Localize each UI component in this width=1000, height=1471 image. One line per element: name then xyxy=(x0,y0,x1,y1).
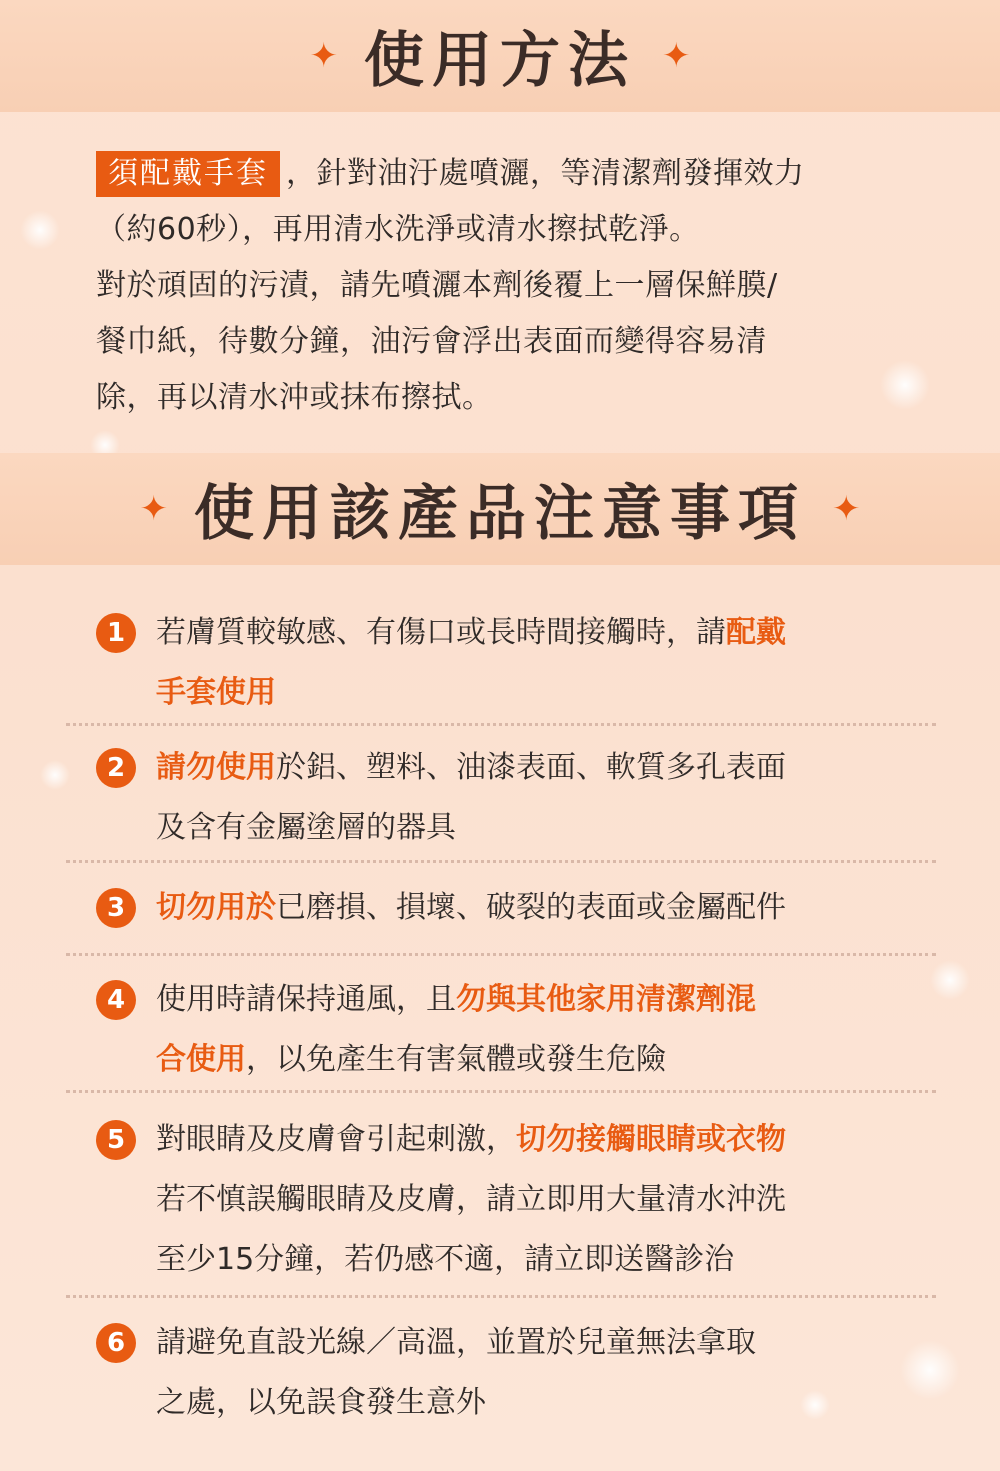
precaution-item xyxy=(96,738,936,858)
usage-line-2: （約60秒），再用清水洗淨或清水擦拭乾淨。 xyxy=(96,212,700,247)
precaution-text-plain: 對眼睛及皮膚會引起刺激， xyxy=(156,1122,516,1157)
precaution-text xyxy=(156,1313,916,1433)
usage-line-1 xyxy=(96,146,916,202)
precaution-text-plain: 之處，以免誤食發生意外 xyxy=(156,1385,486,1420)
item-number-badge: 2 xyxy=(96,748,136,788)
sparkle-decoration xyxy=(930,960,970,1000)
dotted-divider xyxy=(66,1295,936,1298)
precaution-highlight: 請勿使用 xyxy=(156,750,276,785)
sparkle-star-icon: ✦ xyxy=(662,36,691,76)
precaution-item xyxy=(96,603,936,723)
sparkle-decoration xyxy=(20,210,60,250)
sparkle-star-icon: ✦ xyxy=(309,36,338,76)
precaution-item xyxy=(96,970,936,1090)
precaution-text xyxy=(156,738,916,858)
precaution-item xyxy=(96,1110,936,1290)
item-number-badge: 1 xyxy=(96,613,136,653)
glove-required-tag: 須配戴手套 xyxy=(96,151,280,197)
precaution-text xyxy=(156,878,916,938)
dotted-divider xyxy=(66,953,936,956)
precaution-text-plain: 已磨損、損壞、破裂的表面或金屬配件 xyxy=(276,890,786,925)
usage-line-3: 對於頑固的污漬，請先噴灑本劑後覆上一層保鮮膜/ xyxy=(96,268,778,303)
sparkle-star-icon: ✦ xyxy=(832,489,861,529)
usage-text: ，針對油汙處噴灑，等清潔劑發揮效力 xyxy=(286,156,805,191)
precaution-highlight: 手套使用 xyxy=(156,675,276,710)
precaution-item xyxy=(96,1313,936,1433)
item-number-badge: 3 xyxy=(96,888,136,928)
precaution-highlight: 合使用 xyxy=(156,1042,246,1077)
section-title-usage: 使用方法 xyxy=(364,26,636,96)
precaution-text-plain: 若不慎誤觸眼睛及皮膚，請立即用大量清水沖洗 xyxy=(156,1182,786,1217)
sparkle-decoration xyxy=(40,760,70,790)
usage-line-4: 餐巾紙，待數分鐘，油污會浮出表面而變得容易清 xyxy=(96,324,767,359)
precaution-text-plain: 使用時請保持通風，且 xyxy=(156,982,456,1017)
section-header-usage xyxy=(0,0,1000,112)
precaution-text xyxy=(156,603,916,723)
usage-line-5: 除，再以清水沖或抹布擦拭。 xyxy=(96,380,493,415)
section-header-precautions xyxy=(0,453,1000,565)
sparkle-star-icon: ✦ xyxy=(139,489,168,529)
usage-paragraph-2 xyxy=(96,258,916,426)
precaution-text-plain: ，以免產生有害氣體或發生危險 xyxy=(246,1042,666,1077)
precaution-highlight: 切勿接觸眼睛或衣物 xyxy=(516,1122,786,1157)
precaution-text xyxy=(156,1110,916,1290)
usage-paragraph-1 xyxy=(96,146,916,258)
item-number-badge: 4 xyxy=(96,980,136,1020)
precaution-text-plain: 若膚質較敏感、有傷口或長時間接觸時，請 xyxy=(156,615,726,650)
precaution-item xyxy=(96,878,936,938)
item-number-badge: 5 xyxy=(96,1120,136,1160)
precaution-highlight: 配戴 xyxy=(726,615,786,650)
precaution-text-plain: 及含有金屬塗層的器具 xyxy=(156,810,456,845)
section-title-precautions: 使用該產品注意事項 xyxy=(194,479,806,549)
precaution-text xyxy=(156,970,916,1090)
precaution-text-plain: 請避免直設光線／高溫，並置於兒童無法拿取 xyxy=(156,1325,756,1360)
dotted-divider xyxy=(66,860,936,863)
precaution-text-plain: 至少15分鐘，若仍感不適，請立即送醫診治 xyxy=(156,1242,735,1277)
dotted-divider xyxy=(66,723,936,726)
precaution-highlight: 切勿用於 xyxy=(156,890,276,925)
precaution-highlight: 勿與其他家用清潔劑混 xyxy=(456,982,756,1017)
item-number-badge: 6 xyxy=(96,1323,136,1363)
precaution-text-plain: 於鋁、塑料、油漆表面、軟質多孔表面 xyxy=(276,750,786,785)
dotted-divider xyxy=(66,1090,936,1093)
